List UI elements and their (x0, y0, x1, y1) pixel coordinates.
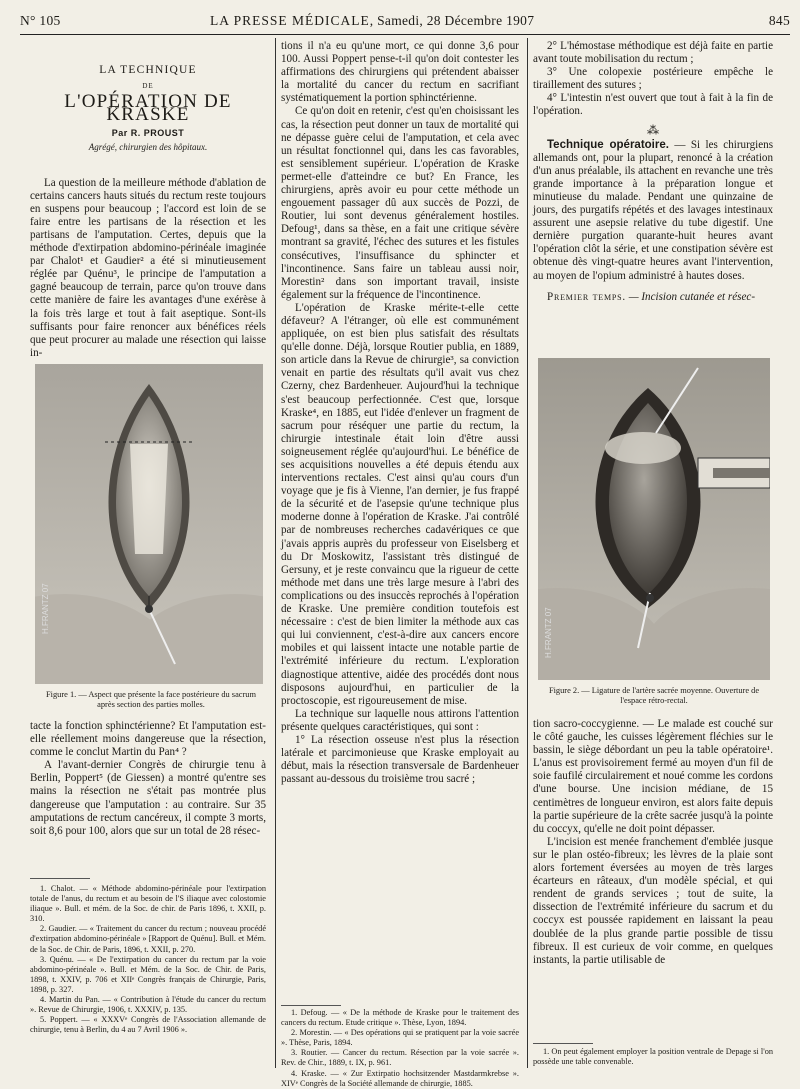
paragraph: La technique sur laquelle nous attirons l'attention présente quelques caractéristiques, qui sont : (281, 707, 519, 733)
figure-2 (538, 358, 770, 680)
figure-2-illustration (538, 358, 770, 680)
figure-2-caption: Figure 2. — Ligature de l'artère sacrée moyenne. Ouverture de l'espace rétro-rectal. (548, 686, 760, 705)
article-heading (30, 64, 266, 155)
footnote-rule (281, 1005, 341, 1006)
figure-1-illustration (35, 364, 263, 684)
footnote: 2. Morestin. — « Des opérations qui se pratiquent par la voie sacrée ». Thèse, Paris, 1894. (281, 1028, 519, 1048)
footnote: 4. Martin du Pan. — « Contribution à l'étude du cancer du rectum ». Revue de Chirurgie, 1906, t. XXXIV, p. 135. (30, 995, 266, 1015)
step-title: — Incision cutanée et résec- (625, 290, 756, 303)
column-divider (527, 38, 528, 1068)
paragraph: tion sacro-coccygienne. — Le malade est couché sur le côté gauche, les cuisses légèrement fléchies sur le bassin, le siège débordant un peu la table opératoire¹. L'anus est provisoirement fermé au moyen d'un fil de soie faufilé circulairement et noué comme les cordons d'une bourse. Une incision médiane, de 15 centimètres de longueur environ, est alors faite depuis la partie supérieure de la crête sacrée jusqu'à la pointe du coccyx, qu'elle ne doit point dépasser. (533, 718, 773, 835)
column-1-footnotes (30, 884, 266, 1035)
section-paragraph: Technique opératoire. — Si les chirurgiens allemands ont, pour la plupart, renoncé à la création d'un anus préalable, ils attachent en revanche une très grande importance à la préparation longue et minutieuse du malade. Pendant une quinzaine de jours, des purgatifs répétés et des lavages intestinaux assurent une asepsie relative du tube digestif. Une dernière purgation quarante-huit heures avant l'opération clôt la série, et une constipation sévère est obtenue dès vingt-quatre heures avant l'intervention, au moyen de l'opium administré à hautes doses. (533, 138, 774, 282)
author-title: Agrégé, chirurgien des hôpitaux. (88, 142, 208, 153)
figure-1-caption: Figure 1. — Aspect que présente la face postérieure du sacrum après section des parties molles. (46, 690, 256, 709)
footnote: 1. Defoug. — « De la méthode de Kraske pour le traitement des cancers du rectum. Etude critique ». Thèse, Lyon, 1894. (281, 1008, 519, 1028)
column-1-top (30, 40, 266, 360)
paragraph: L'incision est menée franchement d'emblée jusque sur le plan ostéo-fibreux; les lèvres de la plaie sont alors fortement éversées au moyen de très larges écarteurs en râteaux, d'un modèle spécial, et qui rendent de grands services ; tout de suite, la dissection de l'extrémité inférieure du sacrum et du coccyx est poussée rapidement en laissant la peau doublée de la plus grande partie possible de tissu fibreux. Il est curieux de voir comme, en quelques instants, la partie utilisable de (533, 835, 773, 966)
figure-1 (35, 364, 263, 684)
article-title: L'OPÉRATION DE KRASKE (64, 91, 232, 126)
column-3-top (533, 40, 773, 304)
footnote: 5. Poppert. — « XXXVᵉ Congrès de l'Association allemande de chirurgie, tenu à Berlin, du 4 au 7 Avril 1906 ». (30, 1015, 266, 1035)
footnote: 1. On peut également employer la position ventrale de Depage si l'on possède une table convenable. (533, 1047, 773, 1067)
column-3-bottom (533, 718, 773, 967)
folio-number: 845 (768, 13, 790, 28)
paragraph: La question de la meilleure méthode d'ablation de certains cancers hauts situés du rectum reste toujours en suspens pour beaucoup ; l'accord est loin de se faire entre les partisans de la résection et les partisans de l'amputation. Certes, depuis que la méthode d'extirpation abdomino-périnéale imaginée par Chalot¹ et Gaudier² a été si minutieusement réglée par Quénu³, le principe de l'amputation a gagné beaucoup de terrain, parce qu'on trouve dans cette manière de faire les avantages d'une exérèse à la fois très large et tout à fait aseptique. Sont-ils suffisants pour faire renoncer aux bénéfices réels que peut procurer au malade une résection qui laisse in- (30, 176, 266, 359)
column-2-footnotes (281, 1008, 519, 1089)
article-title-line1: LA TECHNIQUE (99, 64, 197, 76)
footnote-rule (533, 1043, 593, 1044)
paragraph: 3° Une colopexie postérieure empêche le tiraillement des sutures ; (533, 66, 773, 92)
footnote: 1. Chalot. — « Méthode abdomino-périnéale pour l'extirpation totale de l'anus, du rectum et au besoin de l'S iliaque avec colostomie iliaque ». Bull. et mém. de la Soc. de chir. de Paris 1896, t. XXII, p. 310. (30, 884, 266, 924)
column-divider (275, 38, 276, 1068)
footnote: 4. Kraske. — « Zur Extirpatio hochsitzender Mastdarmkrebse ». XIVᵉ Congrès de la Société allemande de chirurgie, 1885. (281, 1068, 519, 1088)
column-1-bottom (30, 720, 266, 838)
footnote: 3. Routier. — Cancer du rectum. Résection par la voie sacrée ». Rev. de Chir., 1889, t. IX, p. 961. (281, 1048, 519, 1068)
paragraph: 2° L'hémostase méthodique est déjà faite en partie avant toute mobilisation du rectum ; (533, 40, 773, 66)
paragraph: L'opération de Kraske mérite-t-elle cette défaveur? A l'étranger, où elle est communément appliquée, on est bien plus satisfait des résultats qu'elle donne. Déjà, lorsque Routier publia, en 1889, son article dans la Revue de chirurgie³, sa conviction venait en partie des résultats qu'il avait vus chez Czerny, chez Bardenheuer. Aujourd'hui la technique s'est beaucoup perfectionnée. C'est que, lorsque Kraske⁴, en 1885, eut l'idée d'enlever un fragment de sacrum pour réséquer une partie du rectum, la chirurgie intestinale était loin d'être aussi soigneusement réglée qu'aujourd'hui. Le bénéfice de ses acquisitions nouvelles a été depuis étendu aux interventions rectales. C'est ainsi qu'au cours d'un voyage que je fis à Vienne, l'an dernier, je fus frappé de la sécurité et de l'asepsie qu'une technique plus moderne donne à l'opération de Kraske. J'ai contrôlé par de nombreuses recherches cadavériques ce que j'avais appris auprès du professeur von Eiselsberg et du Dr Moskowitz, l'assistant très distingué de Gersuny, et je reste convaincu que la rigueur de cette méthode met dans une très large mesure à l'abri des complications ou des insuccès reprochés à l'opération de Kraske. Une première condition toutefois est nécessaire : c'est de bien limiter la méthode aux cas qui lui conviennent, c'est-à-dire aux cancers encore mobiles et qui laissent intacte une notable partie de l'extrémité inférieure du rectum. L'exploration diagnostique attentive, aidée des procédés dont nous disposons aujourd'hui, en particulier de la proctoscopie, est rigoureusement de mise. (281, 301, 519, 707)
section-heading: Technique opératoire. (547, 138, 669, 151)
issue-number: N° 105 (20, 13, 61, 28)
header-rule (20, 34, 790, 35)
step-label: Premier temps. (547, 290, 626, 303)
footnote: 3. Quénu. — « De l'extirpation du cancer du rectum par la voie abdomino-périnéale ». Bull. et Mém. de la Soc. de Chir. de Paris, 1898, t. XXIV, p. 706 et XIIᵉ Congrès français de Chirurgie, Paris, 1898, p. 327. (30, 954, 266, 994)
figure-2-signature: H.FRANTZ 07 (544, 607, 553, 658)
author-line: Par R. PROUST (111, 128, 185, 139)
section-ornament: ⁂ (647, 122, 659, 137)
journal-title (210, 13, 534, 29)
paragraph: tions il n'a eu qu'une mort, ce qui donne 3,6 pour 100. Aussi Poppert pense-t-il qu'on doit contester les affirmations des chirurgiens qui prétendent abaisser la mortalité du cancer du rectum en sacrifiant systématiquement la portion sphinctérienne. (281, 40, 519, 105)
figure-1-signature: H.FRANTZ 07 (41, 583, 50, 634)
issue-date: , Samedi, 28 Décembre 1907 (369, 13, 535, 28)
footnote-rule (30, 878, 90, 879)
running-header (20, 13, 790, 31)
paragraph: A l'avant-dernier Congrès de chirurgie tenu à Berlin, Poppert⁵ (de Giessen) a montré qu'entre ses mains la résection ne s'était pas montrée plus dangereuse que l'amputation : au contraire. Sur 35 amputations de rectum cancéreux, il compte 3 morts, soit 8,6 pour 100, alors que sur un total de 28 résec- (30, 759, 266, 837)
paragraph: Ce qu'on doit en retenir, c'est qu'en choisissant les cas, la résection peut donner un taux de mortalité qui ne dépasse guère celui de l'amputation, et cela avec un résultat fonctionnel qui, dans les cas favorables, est sensiblement supérieur. L'opération de Kraske permet-elle d'atteindre ce but? En France, les chirurgiens, après avoir eu pour cette méthode un engouement passager dû aux succès de Pozzi, de Routier, lui sont devenus généralement hostiles. Defoug¹, dans sa thèse, en a fait une critique sévère montrant sa gravité, l'échec des sutures et les fistules consécutives, l'insuffisance du sphincter et l'incontinence. Sans faire un tableau aussi noir, Morestin² dans son important travail, insiste également sur la fréquence de l'incontinence. (281, 105, 519, 301)
column-3-footnotes (533, 1047, 773, 1067)
journal-name: LA PRESSE MÉDICALE (210, 13, 370, 28)
paragraph: 4° L'intestin n'est ouvert que tout à fait à la fin de l'opération. (533, 92, 773, 118)
paragraph: tacte la fonction sphinctérienne? Et l'amputation est-elle réellement moins dangereuse que la résection, comme le conclut Martin du Pan⁴ ? (30, 720, 266, 759)
column-2 (281, 40, 519, 786)
article-title-line2: DE (142, 82, 154, 91)
step-heading (533, 291, 773, 304)
footnote: 2. Gaudier. — « Traitement du cancer du rectum ; nouveau procédé d'extirpation abdomino-périnéale » [Rapport de Quénu]. Bull. et Mém. de la Soc. de Chir. de Paris, 1896, t. XXII, p. 270. (30, 924, 266, 954)
paragraph: 1° La résection osseuse n'est plus la résection latérale et parcimonieuse que Kraske employait au début, mais la résection transversale de Bardenheuer passant au-dessous du troisième trou sacré ; (281, 733, 519, 786)
